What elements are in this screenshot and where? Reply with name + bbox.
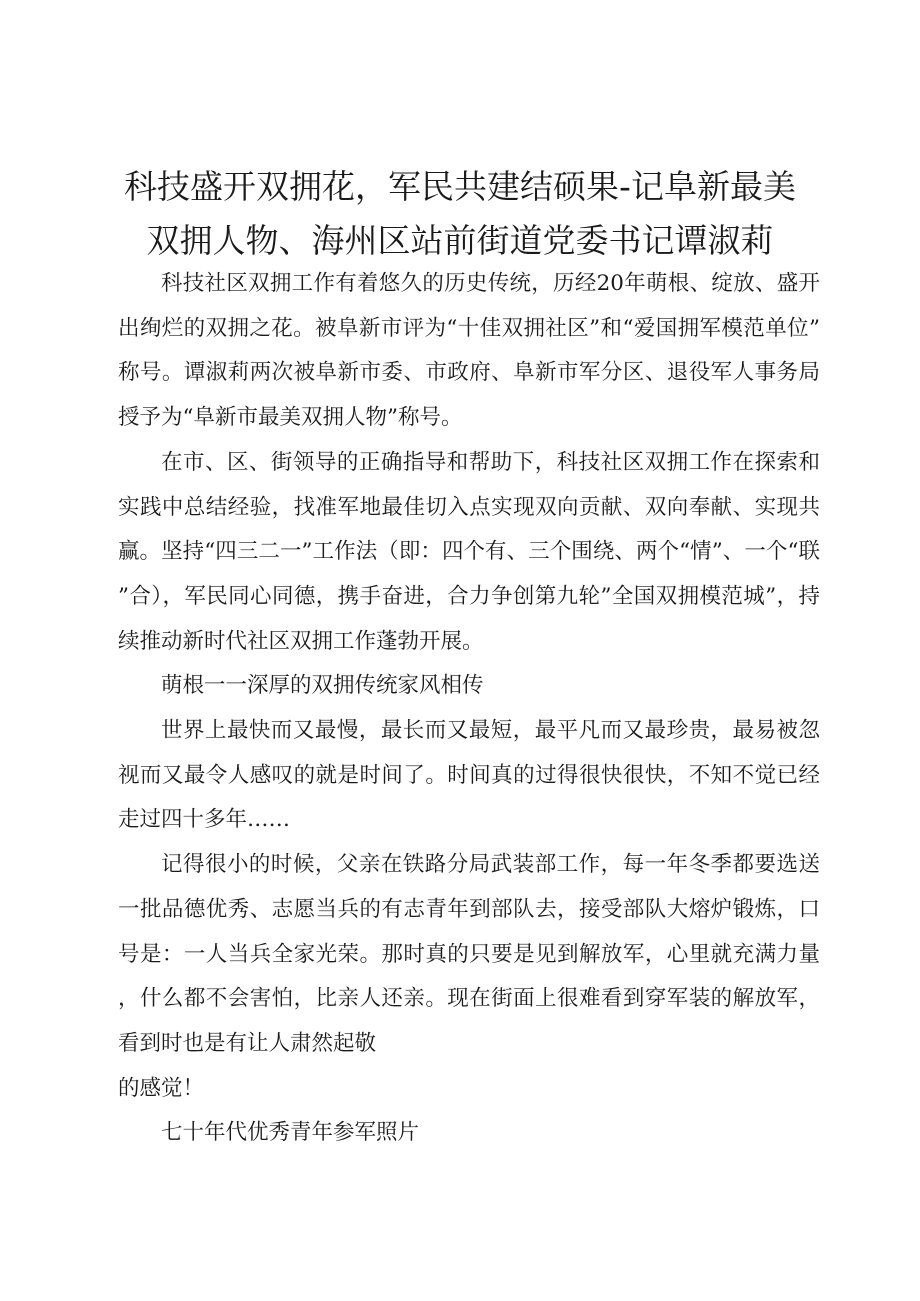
paragraph-method: 在市、区、街领导的正确指导和帮助下，科技社区双拥工作在探索和实践中总结经验，找准军地最佳切入点实现双向贡献、双向奉献、实现共赢。坚持“四三二一”工作法（即：四个有、三个围绕、两个“情”、一个“联”合），军民同心同德，携手奋进，合力争创第九轮”全国双拥模范城”，持续推动新时代社区双拥工作蓬勃开展。 [118,449,820,654]
paragraph-time: 世界上最快而又最慢，最长而又最短，最平凡而又最珍贵，最易被忽视而又最令人感叹的就是时间了。时间真的过得很快很快，不知不觉已经走过四十多年…… [118,718,820,833]
paragraph-continuation: 的感觉！ [118,1075,205,1101]
section-heading: 萌根一一深厚的双拥传统家风相传 [161,673,484,699]
title-line-1: 科技盛开双拥花，军民共建结硕果-记阜新最美 [124,167,796,206]
photo-caption: 七十年代优秀青年参军照片 [161,1120,420,1146]
title-line-2: 双拥人物、海州区站前街道党委书记谭淑莉 [146,221,774,260]
paragraph-intro: 科技社区双拥工作有着悠久的历史传统，历经20年萌根、绽放、盛开出绚烂的双拥之花。被阜新市评为“十佳双拥社区”和“爱国拥军模范单位”称号。谭淑莉两次被阜新市委、市政府、阜新市军分区、退役军人事务局授予为“阜新市最美双拥人物”称号。 [118,271,820,431]
document-body [118,262,820,1156]
paragraph-memory: 记得很小的时候，父亲在铁路分局武装部工作，每一年冬季都要选送一批品德优秀、志愿当兵的有志青年到部队去，接受部队大熔炉锻炼，口号是：一人当兵全家光荣。那时真的只要是见到解放军，心里就充满力量，什么都不会害怕，比亲人还亲。现在街面上很难看到穿军装的解放军，看到时也是有让人肃然起敬 [118,852,820,1056]
document-title [100,160,820,268]
